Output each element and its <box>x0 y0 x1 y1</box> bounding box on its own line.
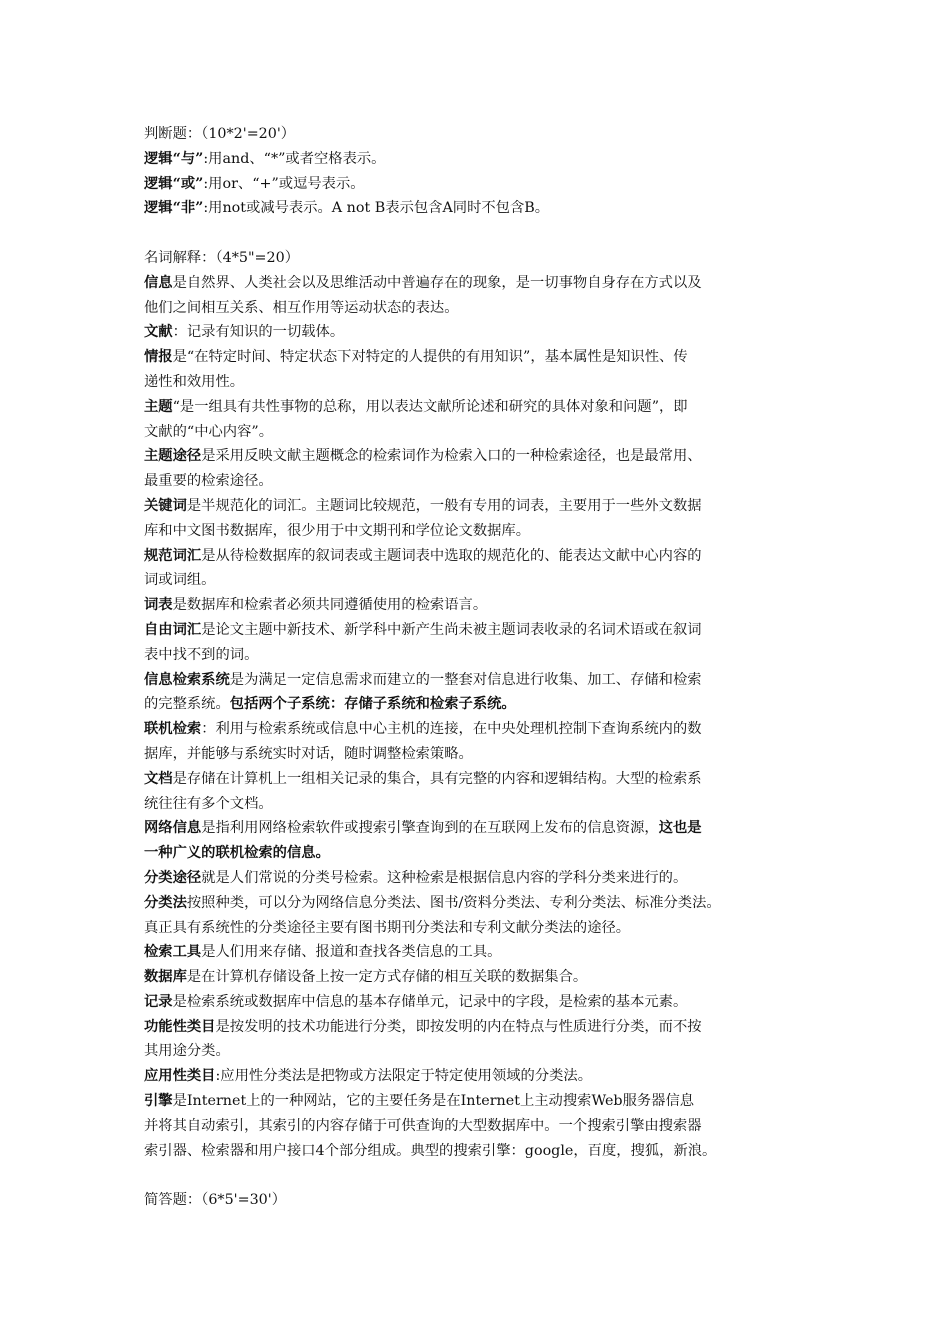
definition-entry <box>144 395 814 445</box>
definition-entry <box>144 1089 814 1163</box>
definition-term: 情报 <box>144 349 173 366</box>
judgment-text: :用and、“*”或者空格表示。 <box>203 150 386 167</box>
definition-term: 这也是 <box>658 820 702 837</box>
definition-entry <box>144 345 814 395</box>
definition-text: ：利用与检索系统或信息中心主机的连接，在中央处理机控制下查询系统内的数 <box>201 721 702 738</box>
definition-text: 是在计算机存储设备上按一定方式存储的相互关联的数据集合。 <box>186 969 588 986</box>
definition-text: 最重要的检索途径。 <box>144 473 273 490</box>
definition-line <box>144 1015 814 1040</box>
definition-term: 文档 <box>144 770 173 787</box>
definition-line <box>144 792 814 817</box>
definition-text: 是存储在计算机上一组相关记录的集合，具有完整的内容和逻辑结构。大型的检索系 <box>172 770 702 787</box>
definition-text: 词或词组。 <box>144 572 216 589</box>
definition-line <box>144 1139 814 1164</box>
judgment-term: 逻辑“与” <box>144 150 204 167</box>
definition-text: 是从待检数据库的叙词表或主题词表中选取的规范化的、能表达文献中心内容的 <box>201 547 702 564</box>
definition-text: 库和中文图书数据库，很少用于中文期刊和学位论文数据库。 <box>144 522 531 539</box>
definition-line <box>144 444 814 469</box>
definition-entry <box>144 444 814 494</box>
definition-term: 词表 <box>144 597 173 614</box>
judgment-text: :用or、“+”或逗号表示。 <box>203 175 365 192</box>
definition-text: 是自然界、人类社会以及思维活动中普遍存在的现象，是一切事物自身存在方式以及 <box>172 274 702 291</box>
definition-entry <box>144 767 814 817</box>
definition-line <box>144 965 814 990</box>
definition-text: 据库，并能够与系统实时对话，随时调整检索策略。 <box>144 745 473 762</box>
definition-text: 其用途分类。 <box>144 1043 230 1060</box>
definition-text: 文献的“中心内容”。 <box>144 423 273 440</box>
definition-line <box>144 370 814 395</box>
definition-entry <box>144 990 814 1015</box>
definition-entry <box>144 544 814 594</box>
definition-term: 分类法 <box>144 894 187 911</box>
definition-line <box>144 1039 814 1064</box>
definition-text: 是半规范化的词汇。主题词比较规范，一般有专用的词表，主要用于一些外文数据 <box>186 497 702 514</box>
definition-text: 是为满足一定信息需求而建立的一整套对信息进行收集、加工、存储和检索 <box>229 671 702 688</box>
definition-term: 网络信息 <box>144 820 202 837</box>
definition-text: 递性和效用性。 <box>144 373 245 390</box>
definition-term: 检索工具 <box>144 944 202 961</box>
definition-term: 自由词汇 <box>144 621 202 638</box>
definition-text: 是论文主题中新技术、新学科中新产生尚未被主题词表收录的名词术语或在叙词 <box>201 621 702 638</box>
definition-entry <box>144 965 814 990</box>
definition-line <box>144 1064 814 1089</box>
definition-text: 是数据库和检索者必须共同遵循使用的检索语言。 <box>172 597 488 614</box>
definition-entry <box>144 717 814 767</box>
definition-line <box>144 494 814 519</box>
definition-line <box>144 668 814 693</box>
definition-line <box>144 816 814 841</box>
definition-line <box>144 395 814 420</box>
judgment-item <box>144 172 814 197</box>
definition-entry <box>144 816 814 866</box>
definition-text: 统往往有多个文档。 <box>144 795 273 812</box>
definition-term: 主题途径 <box>144 448 202 465</box>
definition-entry <box>144 1064 814 1089</box>
definition-text: 是“在特定时间、特定状态下对特定的人提供的有用知识”，基本属性是知识性、传 <box>172 349 688 366</box>
definition-term: 功能性类目 <box>144 1018 216 1035</box>
definition-entry <box>144 320 814 345</box>
definition-text: “是一组具有共性事物的总称，用以表达文献所论述和研究的具体对象和问题”，即 <box>172 398 688 415</box>
definition-line <box>144 618 814 643</box>
short-answer-heading: 简答题：（6*5'=30'） <box>144 1192 287 1209</box>
definition-text: 是采用反映文献主题概念的检索词作为检索入口的一种检索途径，也是最常用、 <box>201 448 702 465</box>
definition-text: 他们之间相互关系、相互作用等运动状态的表达。 <box>144 299 459 316</box>
definition-line <box>144 420 814 445</box>
section-spacer <box>144 221 814 246</box>
definition-text: :应用性分类法是把物或方法限定于特定使用领域的分类法。 <box>215 1068 593 1085</box>
definition-line <box>144 544 814 569</box>
definition-entry <box>144 891 814 941</box>
terms-heading: 名词解释：（4*5"=20） <box>144 249 300 266</box>
definition-line <box>144 271 814 296</box>
definition-text: 索引器、检索器和用户接口4个部分组成。典型的搜索引擎：google，百度，搜狐，新浪。 <box>144 1142 717 1159</box>
definition-text: 表中找不到的词。 <box>144 646 259 663</box>
definition-text: 就是人们常说的分类号检索。这种检索是根据信息内容的学科分类来进行的。 <box>201 869 688 886</box>
definition-term: 数据库 <box>144 969 187 986</box>
definition-text: 是按发明的技术功能进行分类，即按发明的内在特点与性质进行分类，而不按 <box>215 1018 702 1035</box>
definition-line <box>144 866 814 891</box>
definition-text: 的完整系统。 <box>144 696 230 713</box>
definition-term: 一种广义的联机检索的信息。 <box>144 845 330 862</box>
judgment-heading: 判断题：（10*2'=20'） <box>144 126 296 142</box>
definition-line <box>144 593 814 618</box>
definition-line <box>144 1114 814 1139</box>
judgment-list <box>144 147 814 221</box>
definition-term: 应用性类目 <box>144 1068 216 1085</box>
definition-term: 包括两个子系统：存储子系统和检索子系统。 <box>229 696 516 713</box>
definition-entry <box>144 668 814 718</box>
definition-entry <box>144 1015 814 1065</box>
definition-text: 是指利用网络检索软件或搜索引擎查询到的在互联网上发布的信息资源， <box>201 820 659 837</box>
terms-list <box>144 271 814 1164</box>
document-page <box>144 122 814 1213</box>
definition-term: 联机检索 <box>144 721 202 738</box>
definition-line <box>144 643 814 668</box>
definition-term: 分类途径 <box>144 869 202 886</box>
definition-line <box>144 990 814 1015</box>
definition-entry <box>144 866 814 891</box>
section-spacer <box>144 1163 814 1188</box>
definition-line <box>144 296 814 321</box>
definition-line <box>144 320 814 345</box>
definition-line <box>144 891 814 916</box>
definition-text: 是检索系统或数据库中信息的基本存储单元，记录中的字段，是检索的基本元素。 <box>172 993 688 1010</box>
definition-term: 记录 <box>144 993 173 1010</box>
definition-line <box>144 469 814 494</box>
definition-term: 规范词汇 <box>144 547 202 564</box>
definition-line <box>144 519 814 544</box>
definition-term: 文献 <box>144 324 173 341</box>
judgment-term: 逻辑“或” <box>144 175 204 192</box>
definition-line <box>144 841 814 866</box>
definition-term: 信息 <box>144 274 173 291</box>
definition-entry <box>144 494 814 544</box>
definition-term: 信息检索系统 <box>144 671 230 688</box>
judgment-item <box>144 196 814 221</box>
definition-text: 并将其自动索引，其索引的内容存储于可供查询的大型数据库中。一个搜索引擎由搜索器 <box>144 1117 702 1134</box>
judgment-item <box>144 147 814 172</box>
definition-entry <box>144 593 814 618</box>
judgment-term: 逻辑“非” <box>144 200 204 217</box>
definition-text: 是Internet上的一种网站，它的主要任务是在Internet上主动搜索Web服务器信息 <box>172 1093 695 1110</box>
definition-line <box>144 940 814 965</box>
definition-line <box>144 767 814 792</box>
definition-text: ：记录有知识的一切载体。 <box>172 324 345 341</box>
definition-line <box>144 916 814 941</box>
definition-entry <box>144 271 814 321</box>
definition-entry <box>144 940 814 965</box>
judgment-text: :用not或减号表示。A not B表示包含A同时不包含B。 <box>203 200 550 217</box>
definition-text: 真正具有系统性的分类途径主要有图书期刊分类法和专利文献分类法的途径。 <box>144 919 631 936</box>
definition-term: 引擎 <box>144 1093 173 1110</box>
definition-line <box>144 742 814 767</box>
definition-term: 主题 <box>144 398 173 415</box>
definition-entry <box>144 618 814 668</box>
definition-line <box>144 568 814 593</box>
definition-text: 是人们用来存储、报道和查找各类信息的工具。 <box>201 944 502 961</box>
definition-line <box>144 345 814 370</box>
definition-line <box>144 717 814 742</box>
definition-term: 关键词 <box>144 497 187 514</box>
definition-text: 按照种类，可以分为网络信息分类法、图书/资料分类法、专利分类法、标准分类法。 <box>186 894 721 911</box>
definition-line <box>144 1089 814 1114</box>
definition-line <box>144 692 814 717</box>
